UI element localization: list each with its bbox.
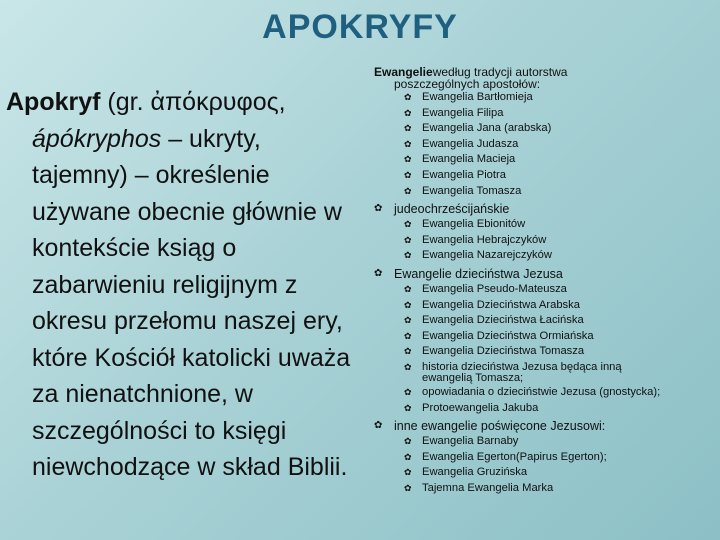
list-item: ✿ Ewangelia Jana (arabska) bbox=[360, 121, 720, 137]
flower-bullet-icon: ✿ bbox=[404, 219, 412, 230]
list-item: ✿ Ewangelia Nazarejczyków bbox=[360, 248, 720, 264]
section-childhood: ✿ Ewangelie dzieciństwa Jezusa bbox=[374, 266, 563, 281]
flower-bullet-icon: ✿ bbox=[404, 92, 412, 102]
heading-rest: według tradycji autorstwa bbox=[432, 65, 568, 79]
section-judeochristian: ✿ judeochrześcijańskie bbox=[374, 202, 510, 217]
flower-bullet-icon: ✿ bbox=[404, 299, 412, 310]
list-item: ✿ Ewangelia Hebrajczyków bbox=[360, 233, 720, 249]
list-item: ✿ Ewangelia Filipa bbox=[360, 106, 720, 122]
flower-bullet-icon: ✿ bbox=[404, 346, 412, 357]
list-item: ✿ Ewangelia Gruzińska bbox=[360, 465, 720, 481]
flower-bullet-icon: ✿ bbox=[404, 250, 412, 261]
transliteration: ápókryphos bbox=[32, 124, 162, 153]
group-childhood bbox=[360, 282, 720, 416]
flower-bullet-icon: ✿ bbox=[374, 203, 383, 215]
flower-bullet-icon: ✿ bbox=[404, 402, 412, 413]
list-item: ✿ Ewangelia Barnaby bbox=[360, 434, 720, 450]
list-item: ✿ Tajemna Ewangelia Marka bbox=[360, 481, 720, 497]
list-item: ✿ Ewangelia Dzieciństwa Tomasza bbox=[360, 344, 720, 360]
list-item: ✿ Ewangelia Macieja bbox=[360, 152, 720, 168]
list-item: ✿ Ewangelia Judasza bbox=[360, 137, 720, 153]
flower-bullet-icon: ✿ bbox=[404, 467, 412, 478]
flower-bullet-icon: ✿ bbox=[404, 283, 412, 294]
flower-bullet-icon: ✿ bbox=[404, 234, 412, 245]
flower-bullet-icon: ✿ bbox=[404, 154, 412, 165]
greek-word: ἀπόκρυφος, bbox=[150, 88, 286, 116]
list-item: ✿ Ewangelia Dzieciństwa Arabska bbox=[360, 298, 720, 314]
slide-title: APOKRYFY bbox=[262, 8, 458, 46]
list-item: ✿ Ewangelia Dzieciństwa Ormiańska bbox=[360, 329, 720, 345]
gospels-list-panel bbox=[360, 66, 720, 496]
gospels-heading bbox=[374, 66, 720, 90]
definition-text bbox=[6, 84, 356, 486]
flower-bullet-icon: ✿ bbox=[404, 482, 412, 493]
group-other bbox=[360, 434, 720, 496]
list-item: ✿ Ewangelia Dzieciństwa Łacińska bbox=[360, 313, 720, 329]
section-other: ✿ inne ewangelie poświęcone Jezusowi: bbox=[374, 419, 606, 434]
flower-bullet-icon: ✿ bbox=[404, 123, 412, 134]
flower-bullet-icon: ✿ bbox=[404, 361, 412, 372]
list-item: ✿ Ewangelia Tomasza bbox=[360, 184, 720, 200]
flower-bullet-icon: ✿ bbox=[404, 107, 412, 118]
list-item: ✿ Ewangelia Bartłomieja bbox=[360, 90, 720, 106]
list-item: ✿ Ewangelia Egerton(Papirus Egerton); bbox=[360, 450, 720, 466]
list-item: ✿ historia dzieciństwa Jezusa będąca inną ewangelią Tomasza; bbox=[404, 360, 622, 385]
flower-bullet-icon: ✿ bbox=[404, 138, 412, 149]
flower-bullet-icon: ✿ bbox=[374, 267, 383, 279]
flower-bullet-icon: ✿ bbox=[404, 436, 412, 447]
list-item: ✿ Ewangelia Pseudo-Mateusza bbox=[360, 282, 720, 298]
flower-bullet-icon: ✿ bbox=[404, 185, 412, 196]
flower-bullet-icon: ✿ bbox=[404, 451, 412, 462]
term: Apokryf bbox=[6, 88, 101, 116]
list-item: ✿ Ewangelia Piotra bbox=[360, 168, 720, 184]
definition-meaning: – ukryty, tajemny) – określenie używane obecnie głównie w kontekście ksiąg o zabarwieniu religijnym z okresu przełomu naszej ery, które Kościół katolicki uważa za nienatchnione, w szczególności to księgi niewchodzące w skład Biblii. bbox=[32, 124, 351, 481]
list-item: ✿ Protoewangelia Jakuba bbox=[360, 401, 720, 417]
definition-paragraph bbox=[6, 84, 356, 486]
flower-bullet-icon: ✿ bbox=[374, 420, 383, 432]
heading-bold: Ewangelie bbox=[374, 65, 433, 79]
flower-bullet-icon: ✿ bbox=[404, 330, 412, 341]
heading-continuation: poszczególnych apostołów: bbox=[394, 77, 541, 91]
group-judeochristian bbox=[360, 217, 720, 264]
flower-bullet-icon: ✿ bbox=[404, 386, 412, 397]
flower-bullet-icon: ✿ bbox=[404, 315, 412, 326]
gr-prefix: (gr. bbox=[100, 88, 151, 116]
flower-bullet-icon: ✿ bbox=[404, 169, 412, 180]
list-item: ✿ Ewangelia Ebionitów bbox=[360, 217, 720, 233]
group-apostles bbox=[360, 90, 720, 199]
list-item: ✿ opowiadania o dzieciństwie Jezusa (gnostycka); bbox=[360, 385, 720, 401]
